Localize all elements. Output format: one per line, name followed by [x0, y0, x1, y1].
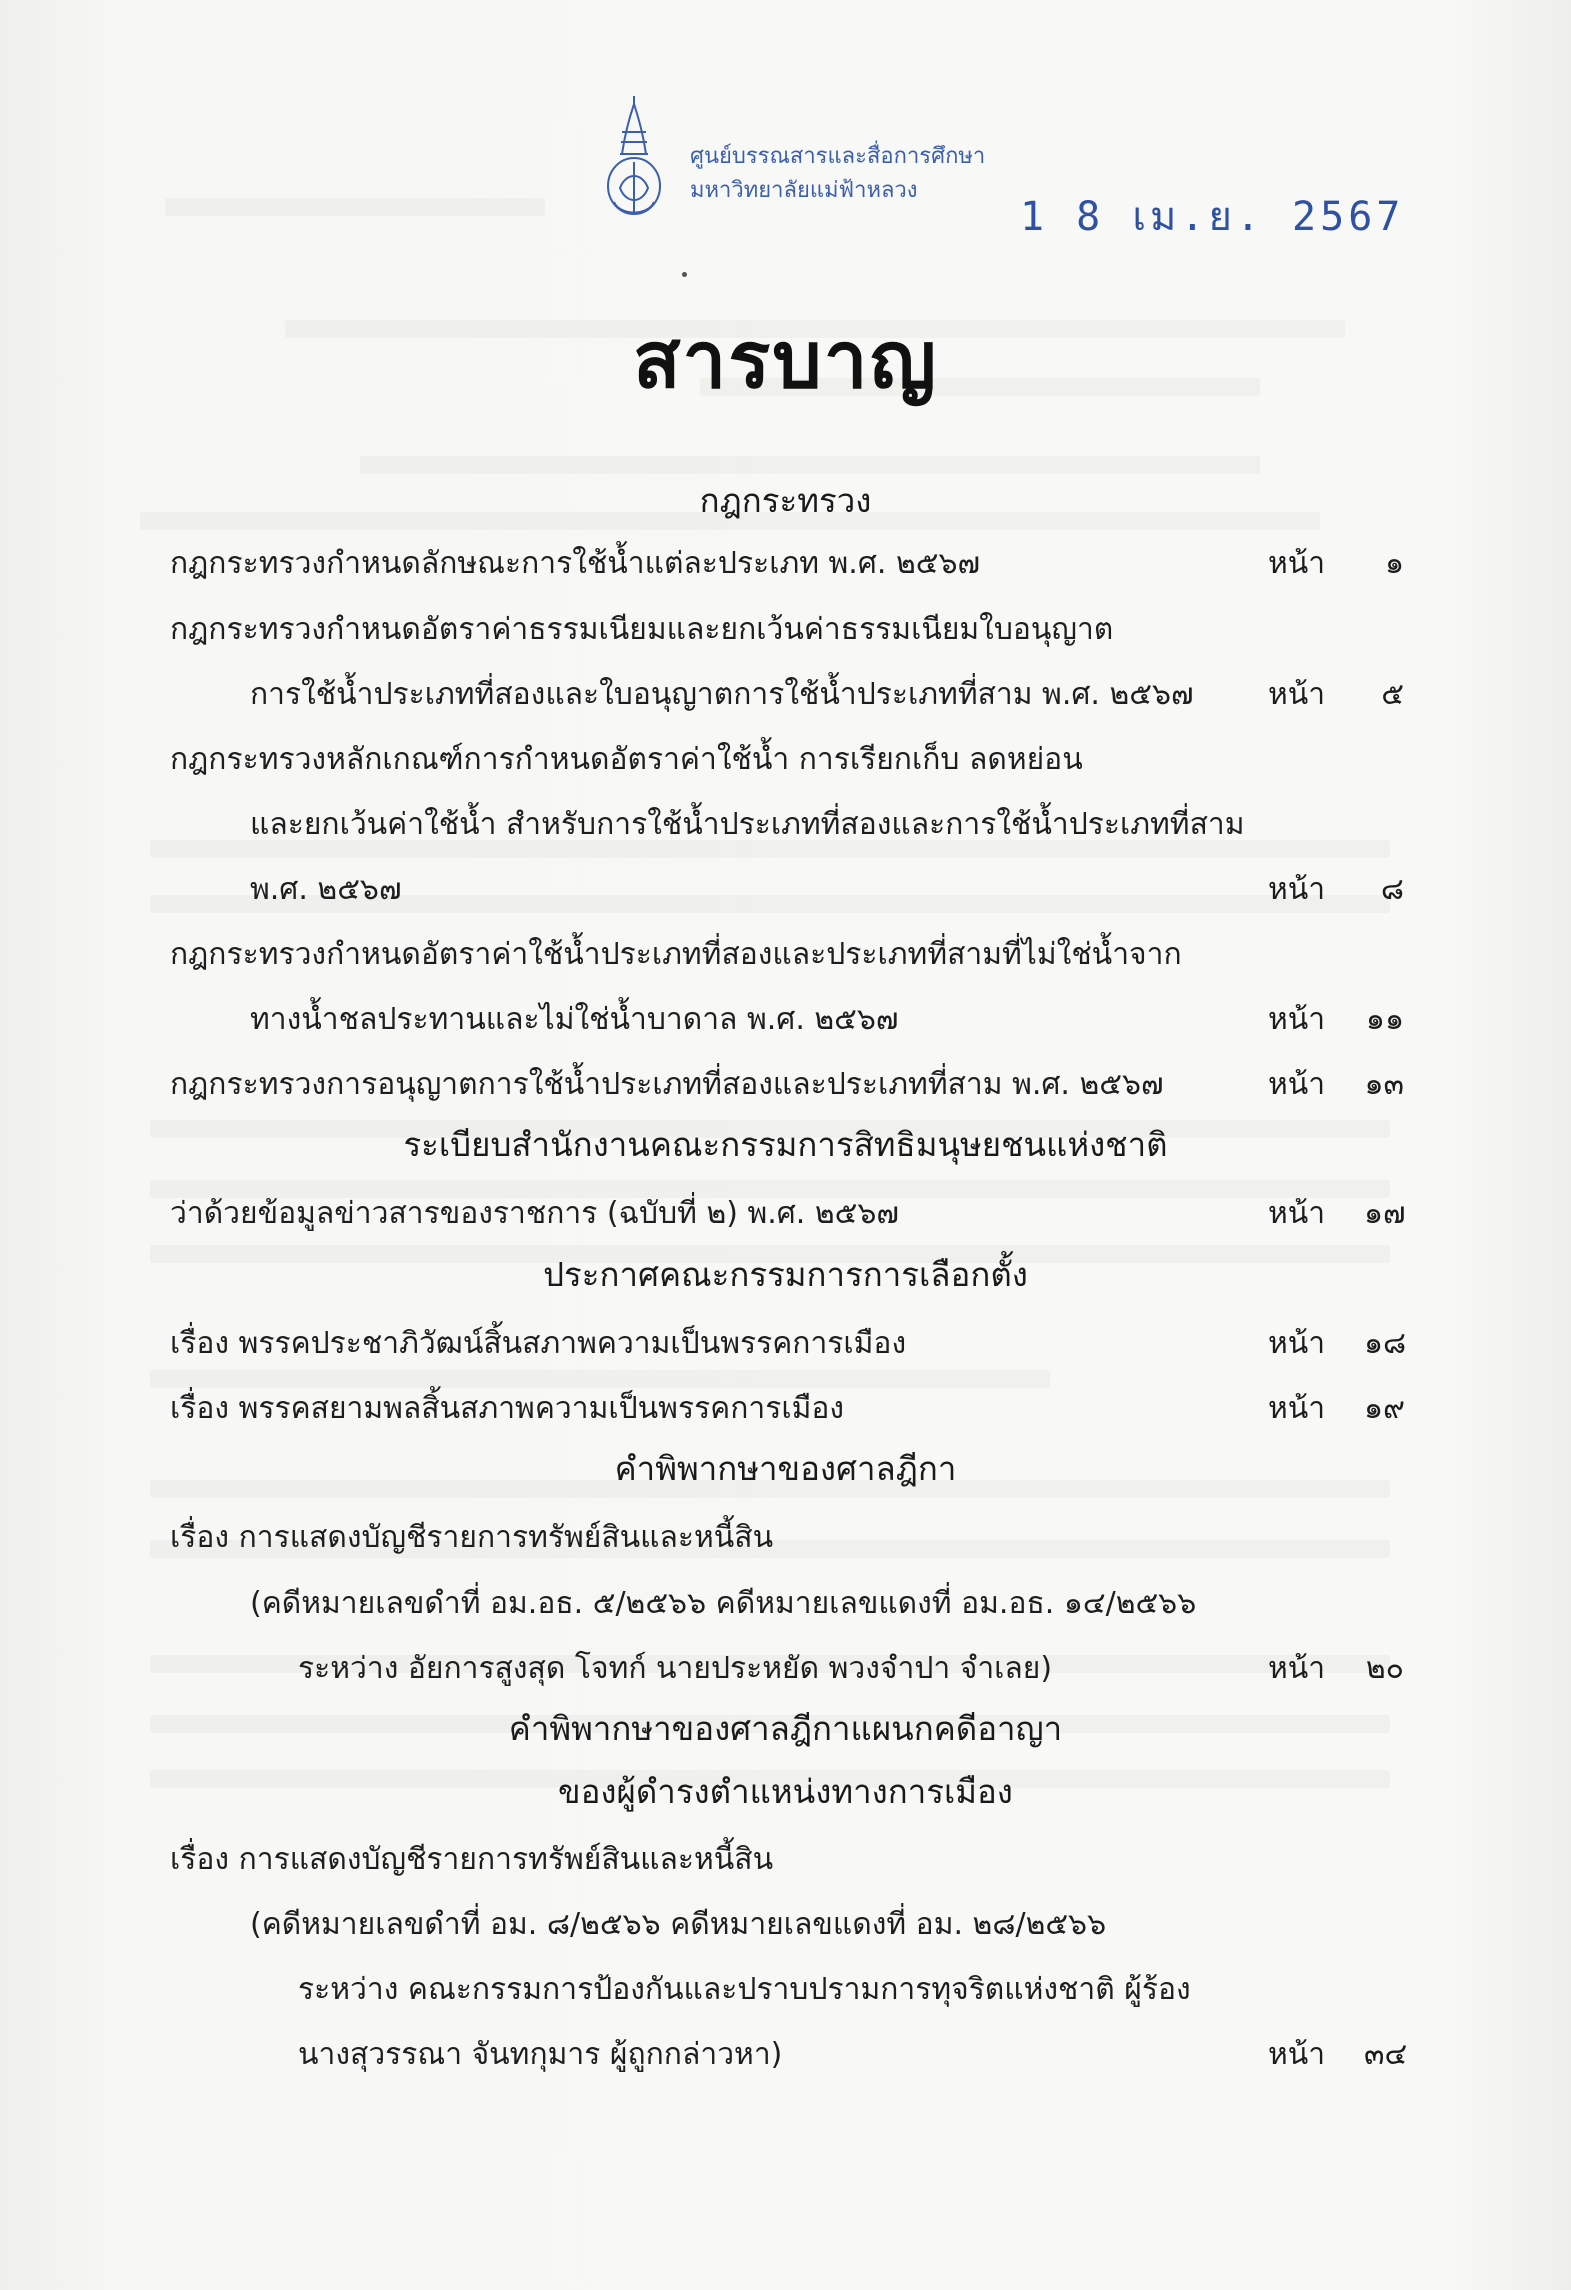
toc-entry-text: กฎกระทรวงหลักเกณฑ์การกำหนดอัตราค่าใช้น้ำ การเรียกเก็บ ลดหย่อน: [170, 742, 1083, 777]
toc-entry-text: กฎกระทรวงการอนุญาตการใช้น้ำประเภทที่สองและประเภทที่สาม พ.ศ. ๒๕๖๗: [170, 1067, 1164, 1102]
toc-page-label: หน้า: [1268, 1196, 1326, 1231]
toc-entry-text: กฎกระทรวงกำหนดอัตราค่าธรรมเนียมและยกเว้นค่าธรรมเนียมใบอนุญาต: [170, 612, 1114, 647]
toc-entry-text: กฎกระทรวงกำหนดลักษณะการใช้น้ำแต่ละประเภท พ.ศ. ๒๕๖๗: [170, 546, 981, 581]
toc-entry-text: เรื่อง พรรคสยามพลสิ้นสภาพความเป็นพรรคการเมือง: [170, 1391, 845, 1426]
toc-page-label: หน้า: [1268, 1002, 1326, 1037]
toc-entry-text: พ.ศ. ๒๕๖๗: [250, 872, 402, 907]
toc-page-number: ๓๔: [1364, 2037, 1408, 2072]
toc-entry-text: การใช้น้ำประเภทที่สองและใบอนุญาตการใช้น้ำประเภทที่สาม พ.ศ. ๒๕๖๗: [250, 677, 1194, 712]
stamp-institution-line2: มหาวิทยาลัยแม่ฟ้าหลวง: [690, 178, 918, 203]
toc-entry-text: ว่าด้วยข้อมูลข่าวสารของราชการ (ฉบับที่ ๒) พ.ศ. ๒๕๖๗: [170, 1196, 899, 1231]
section-heading-criminal-division: คำพิพากษาของศาลฎีกาแผนกคดีอาญา: [508, 1709, 1063, 1748]
toc-page-label: หน้า: [1268, 677, 1326, 712]
university-emblem-icon: [600, 92, 668, 222]
toc-entry-text: ระหว่าง อัยการสูงสุด โจทก์ นายประหยัด พวงจำปา จำเลย): [298, 1651, 1053, 1686]
toc-page-number: ๒๐: [1365, 1651, 1404, 1686]
toc-page-label: หน้า: [1268, 546, 1326, 581]
toc-page-number: ๑๓: [1364, 1067, 1404, 1102]
toc-page-number: ๕: [1381, 677, 1404, 712]
toc-page-label: หน้า: [1268, 872, 1326, 907]
toc-entry-text: ระหว่าง คณะกรรมการป้องกันและปราบปรามการทุจริตแห่งชาติ ผู้ร้อง: [298, 1972, 1191, 2007]
toc-page-number: ๑๙: [1364, 1391, 1406, 1426]
toc-entry-text: (คดีหมายเลขดำที่ อม. ๘/๒๕๖๖ คดีหมายเลขแดงที่ อม. ๒๘/๒๕๖๖: [250, 1907, 1107, 1942]
toc-page-label: หน้า: [1268, 1651, 1326, 1686]
toc-entry-text: เรื่อง การแสดงบัญชีรายการทรัพย์สินและหนี้สิน: [170, 1842, 774, 1877]
toc-page-number: ๑๑: [1365, 1002, 1404, 1037]
toc-entry-text: ทางน้ำชลประทานและไม่ใช่น้ำบาดาล พ.ศ. ๒๕๖๗: [250, 1002, 899, 1037]
bleed-through: [360, 456, 1260, 474]
toc-entry-text: และยกเว้นค่าใช้น้ำ สำหรับการใช้น้ำประเภทที่สองและการใช้น้ำประเภทที่สาม: [250, 807, 1245, 842]
toc-entry-text: กฎกระทรวงกำหนดอัตราค่าใช้น้ำประเภทที่สองและประเภทที่สามที่ไม่ใช่น้ำจาก: [170, 937, 1182, 972]
section-heading-criminal-division-line2: ของผู้ดำรงตำแหน่งทางการเมือง: [558, 1772, 1013, 1811]
stamp-institution-line1: ศูนย์บรรณสารและสื่อการศึกษา: [690, 144, 986, 169]
section-heading-human-rights-regulation: ระเบียบสำนักงานคณะกรรมการสิทธิมนุษยชนแห่งชาติ: [403, 1125, 1168, 1164]
toc-page-number: ๑๘: [1364, 1326, 1407, 1361]
toc-page-label: หน้า: [1268, 2037, 1326, 2072]
section-heading-election-commission: ประกาศคณะกรรมการการเลือกตั้ง: [543, 1255, 1028, 1294]
toc-page-number: ๘: [1380, 872, 1404, 907]
library-receipt-stamp: [590, 92, 1405, 240]
toc-page-label: หน้า: [1268, 1391, 1326, 1426]
toc-entry-text: เรื่อง การแสดงบัญชีรายการทรัพย์สินและหนี้สิน: [170, 1520, 774, 1555]
bleed-through: [165, 198, 545, 216]
page-title: สารบาญ: [632, 316, 939, 406]
toc-entry-text: นางสุวรรณา จันทกุมาร ผู้ถูกกล่าวหา): [298, 2037, 783, 2072]
section-heading-supreme-court: คำพิพากษาของศาลฎีกา: [614, 1449, 957, 1488]
ink-dot: [682, 272, 687, 277]
toc-entry-text: เรื่อง พรรคประชาภิวัฒน์สิ้นสภาพความเป็นพรรคการเมือง: [170, 1326, 907, 1361]
toc-page-label: หน้า: [1268, 1326, 1326, 1361]
stamp-date: 1 8 เม.ย. 2567: [1020, 194, 1405, 240]
toc-page-number: ๑: [1384, 546, 1404, 581]
toc-page-label: หน้า: [1268, 1067, 1326, 1102]
toc-page-number: ๑๗: [1364, 1196, 1406, 1231]
section-heading-ministerial-regulations: กฎกระทรวง: [699, 481, 872, 520]
toc-entry-text: (คดีหมายเลขดำที่ อม.อธ. ๕/๒๕๖๖ คดีหมายเลขแดงที่ อม.อธ. ๑๔/๒๕๖๖: [250, 1586, 1197, 1621]
